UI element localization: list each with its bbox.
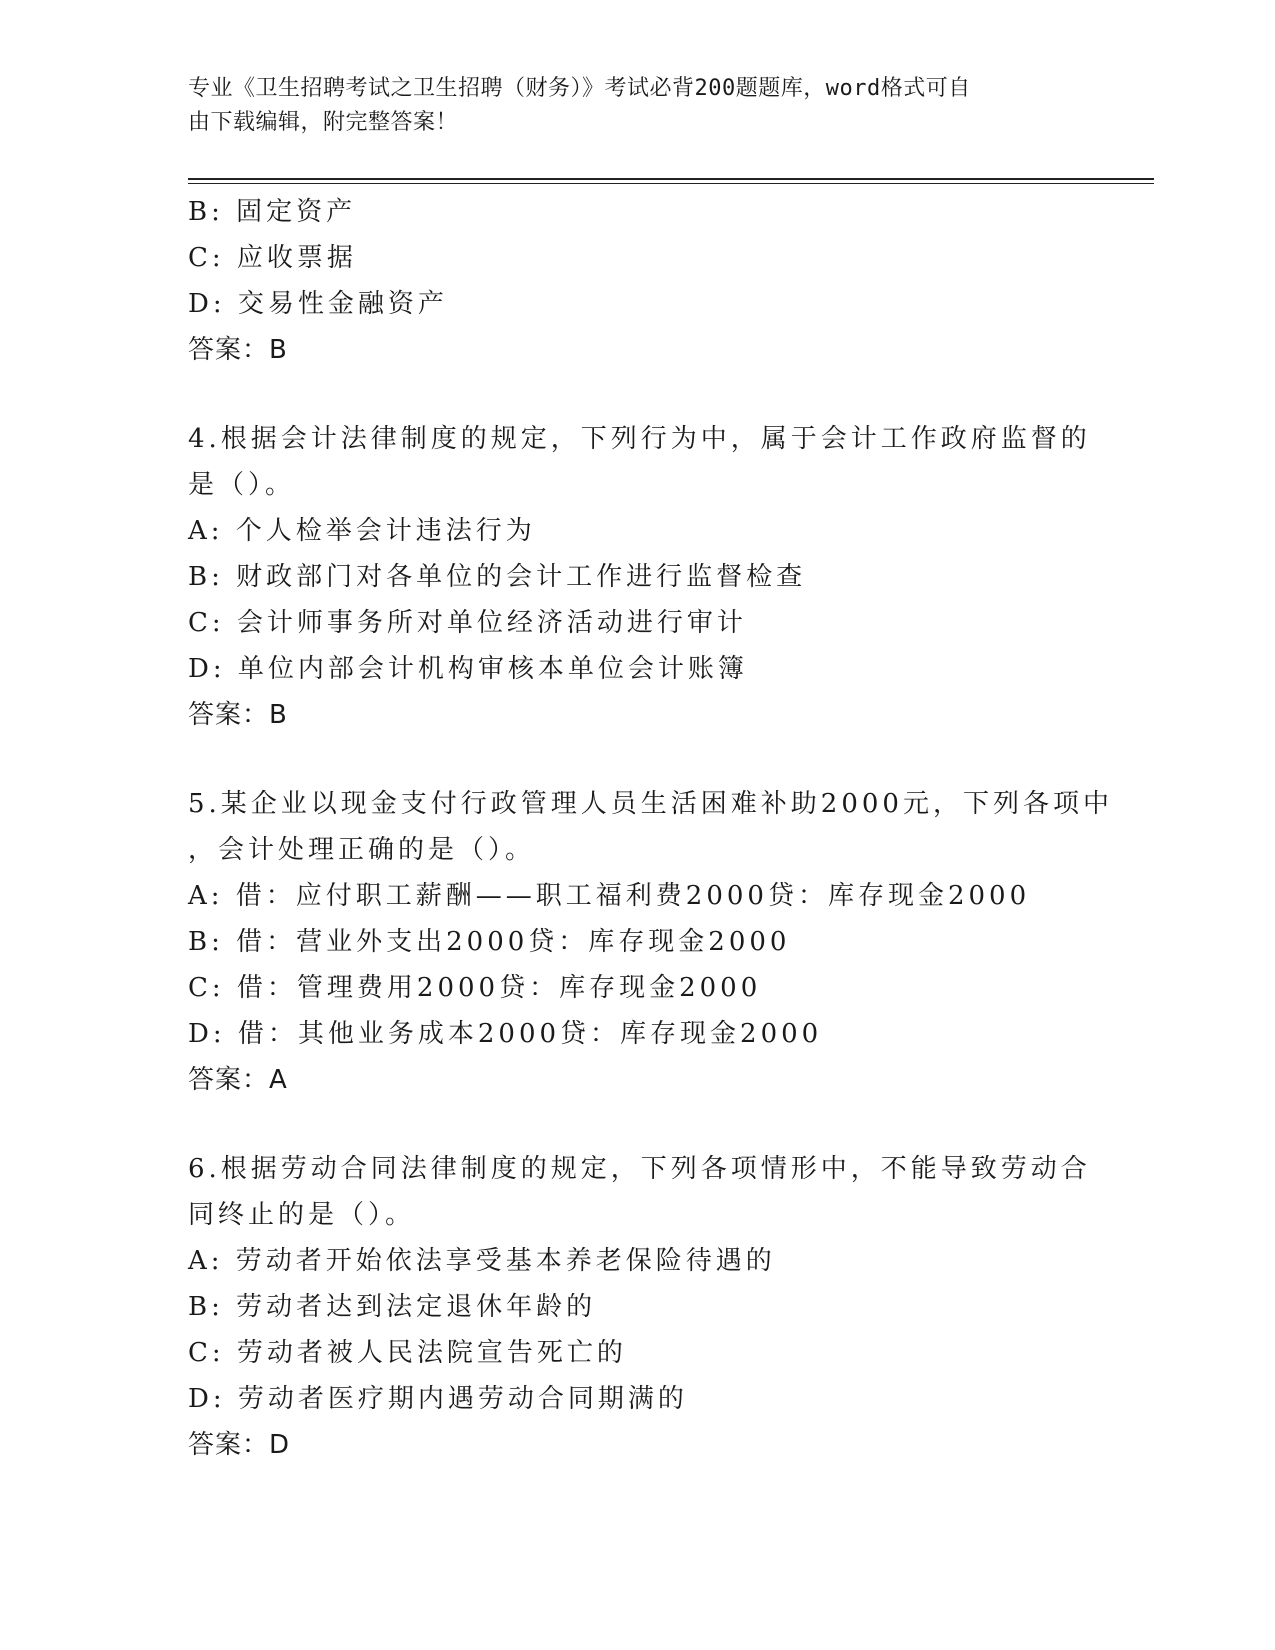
question-5-stem-line-1: 5.某企业以现金支付行政管理人员生活困难补助2000元，下列各项中 — [188, 789, 1113, 819]
document-header — [188, 72, 1068, 140]
question-4-option-d: D: 单位内部会计机构审核本单位会计账簿 — [188, 654, 748, 684]
question-4-option-a: A: 个人检举会计违法行为 — [188, 516, 536, 546]
question-6-option-d: D: 劳动者医疗期内遇劳动合同期满的 — [188, 1384, 688, 1414]
question-4-option-b: B: 财政部门对各单位的会计工作进行监督检查 — [188, 562, 807, 592]
question-5-option-a: A: 借：应付职工薪酬——职工福利费2000贷：库存现金2000 — [188, 881, 1031, 911]
question-4 — [188, 416, 1091, 738]
question-3-option-d: D: 交易性金融资产 — [188, 289, 448, 319]
question-3-answer: 答案：B — [188, 335, 288, 365]
question-6 — [188, 1146, 1091, 1468]
question-4-answer: 答案：B — [188, 700, 288, 730]
question-3 — [188, 189, 1068, 373]
question-6-option-c: C: 劳动者被人民法院宣告死亡的 — [188, 1338, 627, 1368]
document-body — [188, 189, 1113, 1468]
question-5 — [188, 781, 1113, 1103]
question-4-stem-line-2: 是（）。 — [188, 470, 296, 500]
question-3-option-c: C: 应收票据 — [188, 243, 357, 273]
header-divider-thin — [188, 183, 1154, 184]
question-6-option-b: B: 劳动者达到法定退休年龄的 — [188, 1292, 597, 1322]
question-spacer — [188, 738, 1068, 781]
question-spacer — [188, 1103, 1068, 1146]
question-spacer — [188, 373, 1068, 416]
question-6-answer: 答案：D — [188, 1430, 291, 1460]
header-title-line-2: 由下载编辑，附完整答案！ — [188, 110, 459, 135]
question-5-stem-line-2: ，会计处理正确的是（）。 — [188, 835, 536, 865]
header-divider-thick — [188, 178, 1154, 180]
question-3-option-b: B: 固定资产 — [188, 197, 357, 227]
header-title-line-1: 专业《卫生招聘考试之卫生招聘（财务）》考试必背200题题库，word格式可自 — [188, 76, 971, 101]
question-6-stem-line-1: 6.根据劳动合同法律制度的规定，下列各项情形中，不能导致劳动合 — [188, 1154, 1091, 1184]
question-4-stem-line-1: 4.根据会计法律制度的规定，下列行为中，属于会计工作政府监督的 — [188, 424, 1091, 454]
question-6-stem-line-2: 同终止的是（）。 — [188, 1200, 416, 1230]
question-5-answer: 答案：A — [188, 1065, 288, 1095]
question-4-option-c: C: 会计师事务所对单位经济活动进行审计 — [188, 608, 747, 638]
question-5-option-c: C: 借：管理费用2000贷：库存现金2000 — [188, 973, 762, 1003]
question-5-option-b: B: 借：营业外支出2000贷：库存现金2000 — [188, 927, 791, 957]
question-5-option-d: D: 借：其他业务成本2000贷：库存现金2000 — [188, 1019, 823, 1049]
question-6-option-a: A: 劳动者开始依法享受基本养老保险待遇的 — [188, 1246, 776, 1276]
